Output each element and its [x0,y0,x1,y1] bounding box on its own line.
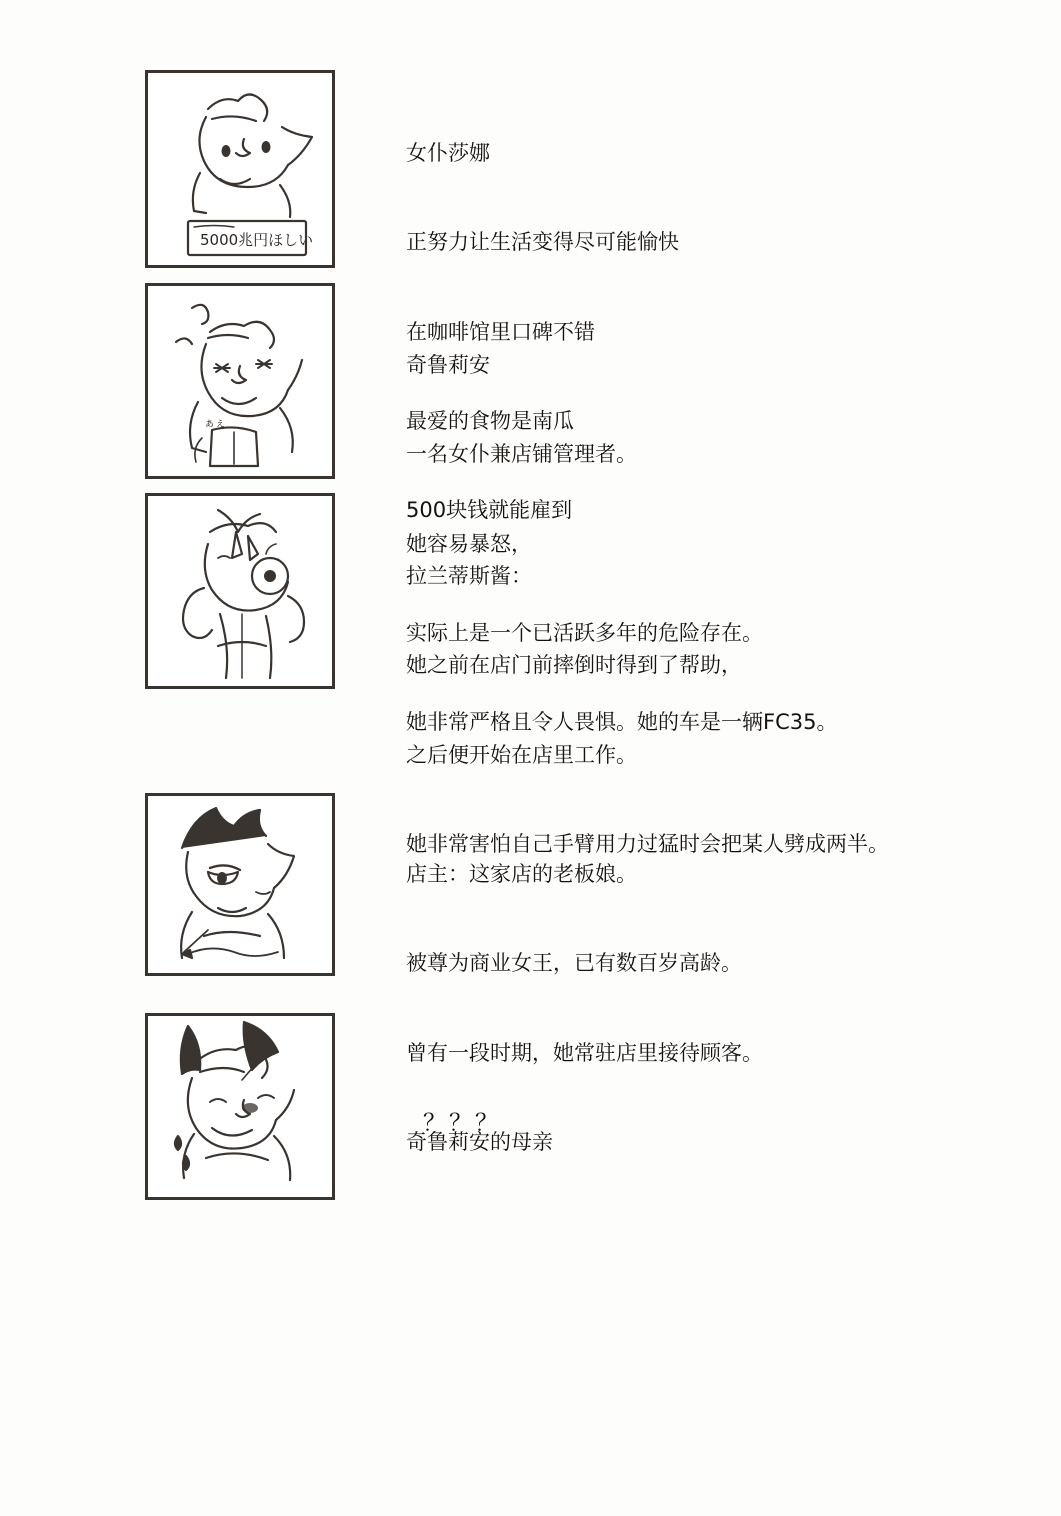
svg-text:ぁぇ: ぁぇ [204,416,226,429]
sana-illustration [148,73,332,265]
entry-line: 拉兰蒂斯酱： [406,563,532,588]
entry-line: 她非常严格且令人畏惧。她的车是一辆FC35。 [406,710,838,735]
entry-line: 她容易暴怒， [406,531,532,556]
entry-line: 在咖啡馆里口碑不错 [406,319,595,344]
larantis-illustration [148,496,332,686]
entry-line: 500块钱就能雇到 [406,498,573,523]
character-entry-unknown [145,1013,501,1204]
owner-illustration [148,796,332,973]
entry-line: 奇鲁莉安的母亲 [406,1129,553,1154]
entry-line: 之后便开始在店里工作。 [406,742,637,767]
entry-text-unknown [423,1043,501,1204]
entry-line: 一名女仆兼店铺管理者。 [406,442,637,467]
entry-line: 奇鲁莉安 [406,352,490,377]
entry-line: 最爱的食物是南瓜 [406,408,574,433]
entry-line: 实际上是一个已活跃多年的危险存在。 [406,620,763,645]
panel-owner [145,793,335,976]
entry-line: 曾有一段时期，她常驻店里接待顾客。 [406,1040,763,1065]
entry-line: 被尊为商业女王，已有数百岁高龄。 [406,951,742,976]
entry-line: 她非常害怕自己手臂用力过猛时会把某人劈成两半。 [406,831,889,856]
entry-line: 她之前在店门前摔倒时得到了帮助， [406,653,742,678]
entry-line: 正努力让生活变得尽可能愉快 [406,230,679,255]
panel-sana [145,70,335,268]
entry-line: 女仆莎娜 [406,140,490,165]
unknown-illustration [148,1016,332,1197]
panel-kirurian [145,283,335,479]
panel-unknown [145,1013,335,1200]
panel-caption-sana: 5000兆円ほしい [200,231,314,249]
kirurian-illustration [148,286,332,476]
entry-line: 店主：这家店的老板娘。 [406,861,637,886]
entry-line: ？？？ [423,1110,501,1137]
panel-larantis [145,493,335,689]
